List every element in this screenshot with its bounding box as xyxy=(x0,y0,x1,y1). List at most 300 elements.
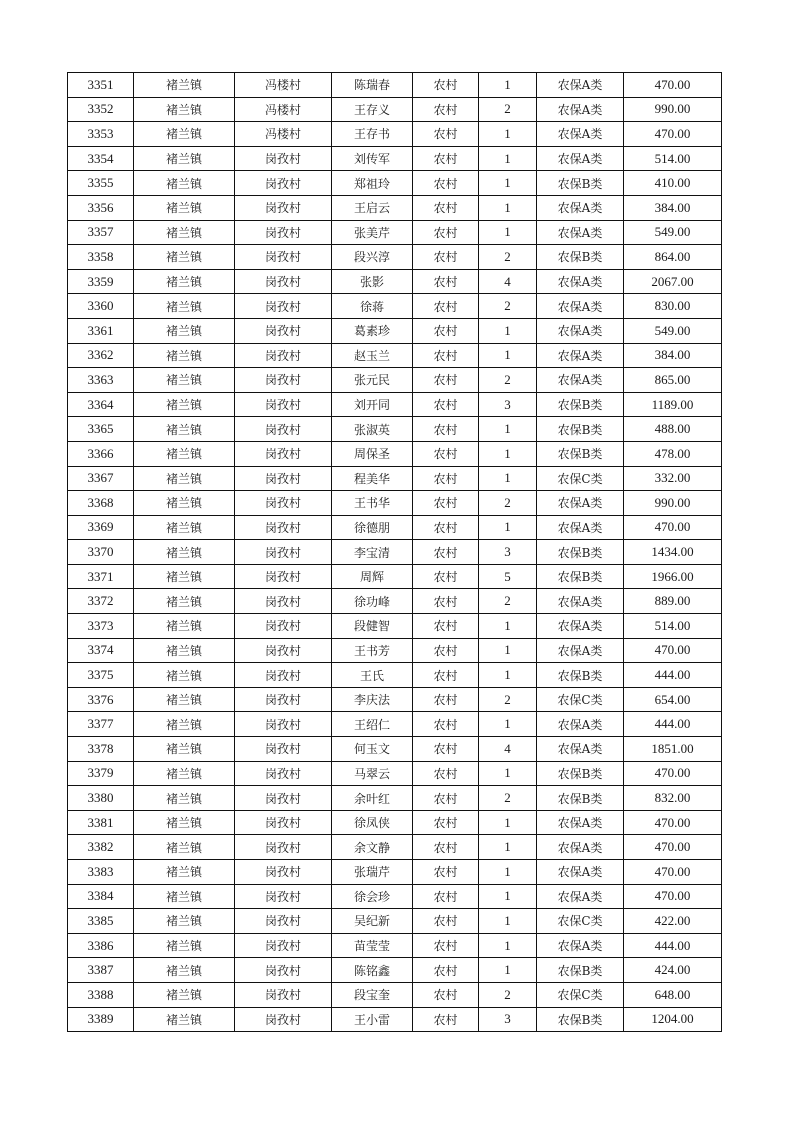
village-cell: 岗孜村 xyxy=(235,712,332,737)
area-type-cell: 农村 xyxy=(413,860,479,885)
amount-cell: 470.00 xyxy=(624,835,722,860)
row-number-cell: 3388 xyxy=(68,982,134,1007)
area-type-cell: 农村 xyxy=(413,687,479,712)
amount-cell: 444.00 xyxy=(624,663,722,688)
village-cell: 岗孜村 xyxy=(235,220,332,245)
township-cell: 褚兰镇 xyxy=(134,122,235,147)
insurance-category-cell: 农保A类 xyxy=(537,860,624,885)
area-type-cell: 农村 xyxy=(413,835,479,860)
village-cell: 岗孜村 xyxy=(235,614,332,639)
amount-cell: 549.00 xyxy=(624,220,722,245)
village-cell: 岗孜村 xyxy=(235,737,332,762)
insurance-category-cell: 农保B类 xyxy=(537,564,624,589)
insurance-category-cell: 农保B类 xyxy=(537,761,624,786)
row-number-cell: 3383 xyxy=(68,860,134,885)
village-cell: 岗孜村 xyxy=(235,245,332,270)
table-row xyxy=(68,146,722,171)
household-count-cell: 2 xyxy=(479,368,537,393)
township-cell: 褚兰镇 xyxy=(134,1007,235,1032)
amount-cell: 865.00 xyxy=(624,368,722,393)
table-row xyxy=(68,564,722,589)
row-number-cell: 3361 xyxy=(68,318,134,343)
insurance-category-cell: 农保A类 xyxy=(537,737,624,762)
township-cell: 褚兰镇 xyxy=(134,687,235,712)
table-row xyxy=(68,761,722,786)
insurance-category-cell: 农保B类 xyxy=(537,1007,624,1032)
row-number-cell: 3375 xyxy=(68,663,134,688)
amount-cell: 1434.00 xyxy=(624,540,722,565)
row-number-cell: 3384 xyxy=(68,884,134,909)
amount-cell: 332.00 xyxy=(624,466,722,491)
name-cell: 段健智 xyxy=(332,614,413,639)
row-number-cell: 3377 xyxy=(68,712,134,737)
row-number-cell: 3380 xyxy=(68,786,134,811)
township-cell: 褚兰镇 xyxy=(134,810,235,835)
household-count-cell: 1 xyxy=(479,909,537,934)
household-count-cell: 1 xyxy=(479,466,537,491)
name-cell: 徐会珍 xyxy=(332,884,413,909)
row-number-cell: 3356 xyxy=(68,195,134,220)
name-cell: 王存书 xyxy=(332,122,413,147)
insurance-category-cell: 农保A类 xyxy=(537,122,624,147)
table-row xyxy=(68,663,722,688)
row-number-cell: 3352 xyxy=(68,97,134,122)
name-cell: 刘传军 xyxy=(332,146,413,171)
insurance-category-cell: 农保A类 xyxy=(537,146,624,171)
amount-cell: 478.00 xyxy=(624,441,722,466)
insurance-category-cell: 农保C类 xyxy=(537,466,624,491)
household-count-cell: 1 xyxy=(479,515,537,540)
name-cell: 赵玉兰 xyxy=(332,343,413,368)
row-number-cell: 3378 xyxy=(68,737,134,762)
village-cell: 冯楼村 xyxy=(235,73,332,98)
amount-cell: 889.00 xyxy=(624,589,722,614)
village-cell: 岗孜村 xyxy=(235,835,332,860)
household-count-cell: 3 xyxy=(479,392,537,417)
row-number-cell: 3381 xyxy=(68,810,134,835)
insurance-category-cell: 农保A类 xyxy=(537,884,624,909)
area-type-cell: 农村 xyxy=(413,491,479,516)
area-type-cell: 农村 xyxy=(413,540,479,565)
insurance-category-cell: 农保A类 xyxy=(537,73,624,98)
area-type-cell: 农村 xyxy=(413,122,479,147)
village-cell: 岗孜村 xyxy=(235,171,332,196)
insurance-category-cell: 农保B类 xyxy=(537,417,624,442)
amount-cell: 654.00 xyxy=(624,687,722,712)
insurance-category-cell: 农保A类 xyxy=(537,343,624,368)
township-cell: 褚兰镇 xyxy=(134,343,235,368)
name-cell: 徐凤侠 xyxy=(332,810,413,835)
table-body xyxy=(68,73,722,1032)
insurance-category-cell: 农保A类 xyxy=(537,491,624,516)
row-number-cell: 3365 xyxy=(68,417,134,442)
name-cell: 张美芹 xyxy=(332,220,413,245)
township-cell: 褚兰镇 xyxy=(134,884,235,909)
village-cell: 岗孜村 xyxy=(235,958,332,983)
table-row xyxy=(68,466,722,491)
table-row xyxy=(68,638,722,663)
name-cell: 周辉 xyxy=(332,564,413,589)
township-cell: 褚兰镇 xyxy=(134,761,235,786)
village-cell: 岗孜村 xyxy=(235,515,332,540)
insurance-category-cell: 农保A类 xyxy=(537,97,624,122)
name-cell: 张影 xyxy=(332,269,413,294)
row-number-cell: 3387 xyxy=(68,958,134,983)
village-cell: 岗孜村 xyxy=(235,1007,332,1032)
table-row xyxy=(68,171,722,196)
area-type-cell: 农村 xyxy=(413,737,479,762)
amount-cell: 832.00 xyxy=(624,786,722,811)
insurance-category-cell: 农保B类 xyxy=(537,540,624,565)
village-cell: 岗孜村 xyxy=(235,860,332,885)
household-count-cell: 1 xyxy=(479,761,537,786)
name-cell: 徐蒋 xyxy=(332,294,413,319)
row-number-cell: 3363 xyxy=(68,368,134,393)
row-number-cell: 3368 xyxy=(68,491,134,516)
household-count-cell: 3 xyxy=(479,540,537,565)
table-row xyxy=(68,909,722,934)
name-cell: 葛素珍 xyxy=(332,318,413,343)
township-cell: 褚兰镇 xyxy=(134,491,235,516)
village-cell: 岗孜村 xyxy=(235,810,332,835)
township-cell: 褚兰镇 xyxy=(134,73,235,98)
row-number-cell: 3385 xyxy=(68,909,134,934)
household-count-cell: 1 xyxy=(479,712,537,737)
name-cell: 张元民 xyxy=(332,368,413,393)
township-cell: 褚兰镇 xyxy=(134,564,235,589)
village-cell: 岗孜村 xyxy=(235,884,332,909)
table-row xyxy=(68,515,722,540)
area-type-cell: 农村 xyxy=(413,245,479,270)
amount-cell: 1204.00 xyxy=(624,1007,722,1032)
table-row xyxy=(68,368,722,393)
amount-cell: 1851.00 xyxy=(624,737,722,762)
name-cell: 王存义 xyxy=(332,97,413,122)
area-type-cell: 农村 xyxy=(413,73,479,98)
township-cell: 褚兰镇 xyxy=(134,318,235,343)
insurance-category-cell: 农保A类 xyxy=(537,835,624,860)
name-cell: 王绍仁 xyxy=(332,712,413,737)
table-row xyxy=(68,97,722,122)
name-cell: 段兴淳 xyxy=(332,245,413,270)
amount-cell: 384.00 xyxy=(624,343,722,368)
amount-cell: 514.00 xyxy=(624,614,722,639)
row-number-cell: 3369 xyxy=(68,515,134,540)
household-count-cell: 1 xyxy=(479,835,537,860)
row-number-cell: 3370 xyxy=(68,540,134,565)
household-count-cell: 1 xyxy=(479,343,537,368)
household-count-cell: 4 xyxy=(479,269,537,294)
township-cell: 褚兰镇 xyxy=(134,638,235,663)
area-type-cell: 农村 xyxy=(413,712,479,737)
township-cell: 褚兰镇 xyxy=(134,368,235,393)
village-cell: 岗孜村 xyxy=(235,663,332,688)
insurance-category-cell: 农保A类 xyxy=(537,294,624,319)
household-count-cell: 2 xyxy=(479,786,537,811)
table-row xyxy=(68,540,722,565)
village-cell: 岗孜村 xyxy=(235,146,332,171)
name-cell: 李庆法 xyxy=(332,687,413,712)
table-row xyxy=(68,687,722,712)
township-cell: 褚兰镇 xyxy=(134,982,235,1007)
area-type-cell: 农村 xyxy=(413,417,479,442)
village-cell: 岗孜村 xyxy=(235,195,332,220)
village-cell: 岗孜村 xyxy=(235,318,332,343)
village-cell: 岗孜村 xyxy=(235,909,332,934)
table-row xyxy=(68,392,722,417)
insurance-category-cell: 农保A类 xyxy=(537,220,624,245)
insurance-category-cell: 农保B类 xyxy=(537,245,624,270)
area-type-cell: 农村 xyxy=(413,909,479,934)
area-type-cell: 农村 xyxy=(413,614,479,639)
village-cell: 冯楼村 xyxy=(235,97,332,122)
village-cell: 岗孜村 xyxy=(235,982,332,1007)
insurance-category-cell: 农保A类 xyxy=(537,638,624,663)
household-count-cell: 1 xyxy=(479,884,537,909)
table-row xyxy=(68,245,722,270)
name-cell: 余叶红 xyxy=(332,786,413,811)
name-cell: 王小雷 xyxy=(332,1007,413,1032)
township-cell: 褚兰镇 xyxy=(134,614,235,639)
township-cell: 褚兰镇 xyxy=(134,269,235,294)
amount-cell: 470.00 xyxy=(624,73,722,98)
insurance-category-cell: 农保B类 xyxy=(537,663,624,688)
row-number-cell: 3355 xyxy=(68,171,134,196)
village-cell: 岗孜村 xyxy=(235,441,332,466)
household-count-cell: 1 xyxy=(479,441,537,466)
area-type-cell: 农村 xyxy=(413,97,479,122)
insurance-category-cell: 农保A类 xyxy=(537,368,624,393)
village-cell: 岗孜村 xyxy=(235,638,332,663)
amount-cell: 470.00 xyxy=(624,810,722,835)
row-number-cell: 3354 xyxy=(68,146,134,171)
name-cell: 马翠云 xyxy=(332,761,413,786)
table-row xyxy=(68,195,722,220)
township-cell: 褚兰镇 xyxy=(134,146,235,171)
amount-cell: 990.00 xyxy=(624,491,722,516)
household-count-cell: 1 xyxy=(479,73,537,98)
name-cell: 刘开同 xyxy=(332,392,413,417)
name-cell: 王启云 xyxy=(332,195,413,220)
village-cell: 岗孜村 xyxy=(235,761,332,786)
name-cell: 王氏 xyxy=(332,663,413,688)
amount-cell: 830.00 xyxy=(624,294,722,319)
table-row xyxy=(68,786,722,811)
table-row xyxy=(68,860,722,885)
name-cell: 王书华 xyxy=(332,491,413,516)
insurance-category-cell: 农保C类 xyxy=(537,982,624,1007)
area-type-cell: 农村 xyxy=(413,564,479,589)
table-row xyxy=(68,343,722,368)
township-cell: 褚兰镇 xyxy=(134,712,235,737)
township-cell: 褚兰镇 xyxy=(134,515,235,540)
table-row xyxy=(68,614,722,639)
household-count-cell: 2 xyxy=(479,97,537,122)
table-row xyxy=(68,589,722,614)
township-cell: 褚兰镇 xyxy=(134,466,235,491)
area-type-cell: 农村 xyxy=(413,318,479,343)
row-number-cell: 3376 xyxy=(68,687,134,712)
row-number-cell: 3373 xyxy=(68,614,134,639)
township-cell: 褚兰镇 xyxy=(134,220,235,245)
household-count-cell: 1 xyxy=(479,860,537,885)
household-count-cell: 2 xyxy=(479,589,537,614)
table-row xyxy=(68,269,722,294)
township-cell: 褚兰镇 xyxy=(134,97,235,122)
area-type-cell: 农村 xyxy=(413,343,479,368)
table-row xyxy=(68,810,722,835)
township-cell: 褚兰镇 xyxy=(134,294,235,319)
amount-cell: 864.00 xyxy=(624,245,722,270)
amount-cell: 384.00 xyxy=(624,195,722,220)
name-cell: 程美华 xyxy=(332,466,413,491)
insurance-category-cell: 农保A类 xyxy=(537,269,624,294)
amount-cell: 424.00 xyxy=(624,958,722,983)
township-cell: 褚兰镇 xyxy=(134,195,235,220)
village-cell: 岗孜村 xyxy=(235,417,332,442)
table-row xyxy=(68,933,722,958)
data-table xyxy=(67,72,722,1032)
table-row xyxy=(68,220,722,245)
area-type-cell: 农村 xyxy=(413,368,479,393)
amount-cell: 470.00 xyxy=(624,515,722,540)
table-row xyxy=(68,884,722,909)
township-cell: 褚兰镇 xyxy=(134,663,235,688)
township-cell: 褚兰镇 xyxy=(134,835,235,860)
township-cell: 褚兰镇 xyxy=(134,245,235,270)
row-number-cell: 3371 xyxy=(68,564,134,589)
row-number-cell: 3353 xyxy=(68,122,134,147)
area-type-cell: 农村 xyxy=(413,392,479,417)
amount-cell: 444.00 xyxy=(624,712,722,737)
insurance-category-cell: 农保B类 xyxy=(537,392,624,417)
row-number-cell: 3351 xyxy=(68,73,134,98)
household-count-cell: 5 xyxy=(479,564,537,589)
village-cell: 岗孜村 xyxy=(235,540,332,565)
row-number-cell: 3389 xyxy=(68,1007,134,1032)
amount-cell: 470.00 xyxy=(624,884,722,909)
village-cell: 岗孜村 xyxy=(235,269,332,294)
area-type-cell: 农村 xyxy=(413,220,479,245)
household-count-cell: 1 xyxy=(479,614,537,639)
area-type-cell: 农村 xyxy=(413,786,479,811)
township-cell: 褚兰镇 xyxy=(134,909,235,934)
area-type-cell: 农村 xyxy=(413,663,479,688)
table-row xyxy=(68,73,722,98)
township-cell: 褚兰镇 xyxy=(134,441,235,466)
area-type-cell: 农村 xyxy=(413,146,479,171)
township-cell: 褚兰镇 xyxy=(134,860,235,885)
village-cell: 岗孜村 xyxy=(235,687,332,712)
village-cell: 岗孜村 xyxy=(235,368,332,393)
area-type-cell: 农村 xyxy=(413,515,479,540)
insurance-category-cell: 农保A类 xyxy=(537,614,624,639)
name-cell: 余文静 xyxy=(332,835,413,860)
village-cell: 岗孜村 xyxy=(235,343,332,368)
area-type-cell: 农村 xyxy=(413,171,479,196)
amount-cell: 410.00 xyxy=(624,171,722,196)
insurance-category-cell: 农保C类 xyxy=(537,687,624,712)
amount-cell: 648.00 xyxy=(624,982,722,1007)
amount-cell: 1966.00 xyxy=(624,564,722,589)
amount-cell: 990.00 xyxy=(624,97,722,122)
household-count-cell: 1 xyxy=(479,958,537,983)
name-cell: 陈瑞春 xyxy=(332,73,413,98)
township-cell: 褚兰镇 xyxy=(134,392,235,417)
row-number-cell: 3382 xyxy=(68,835,134,860)
township-cell: 褚兰镇 xyxy=(134,171,235,196)
village-cell: 岗孜村 xyxy=(235,589,332,614)
township-cell: 褚兰镇 xyxy=(134,417,235,442)
area-type-cell: 农村 xyxy=(413,466,479,491)
insurance-category-cell: 农保B类 xyxy=(537,441,624,466)
name-cell: 徐德朋 xyxy=(332,515,413,540)
amount-cell: 2067.00 xyxy=(624,269,722,294)
village-cell: 岗孜村 xyxy=(235,491,332,516)
table-row xyxy=(68,294,722,319)
row-number-cell: 3367 xyxy=(68,466,134,491)
village-cell: 岗孜村 xyxy=(235,466,332,491)
amount-cell: 488.00 xyxy=(624,417,722,442)
table-row xyxy=(68,491,722,516)
area-type-cell: 农村 xyxy=(413,761,479,786)
township-cell: 褚兰镇 xyxy=(134,958,235,983)
insurance-category-cell: 农保A类 xyxy=(537,318,624,343)
area-type-cell: 农村 xyxy=(413,441,479,466)
table-row xyxy=(68,441,722,466)
amount-cell: 470.00 xyxy=(624,638,722,663)
insurance-category-cell: 农保A类 xyxy=(537,810,624,835)
row-number-cell: 3379 xyxy=(68,761,134,786)
household-count-cell: 2 xyxy=(479,245,537,270)
table-row xyxy=(68,982,722,1007)
household-count-cell: 1 xyxy=(479,171,537,196)
household-count-cell: 4 xyxy=(479,737,537,762)
household-count-cell: 1 xyxy=(479,417,537,442)
household-count-cell: 1 xyxy=(479,318,537,343)
insurance-category-cell: 农保B类 xyxy=(537,171,624,196)
row-number-cell: 3386 xyxy=(68,933,134,958)
insurance-category-cell: 农保C类 xyxy=(537,909,624,934)
insurance-category-cell: 农保A类 xyxy=(537,195,624,220)
household-count-cell: 1 xyxy=(479,933,537,958)
household-count-cell: 2 xyxy=(479,687,537,712)
amount-cell: 1189.00 xyxy=(624,392,722,417)
household-count-cell: 2 xyxy=(479,491,537,516)
township-cell: 褚兰镇 xyxy=(134,540,235,565)
area-type-cell: 农村 xyxy=(413,810,479,835)
household-count-cell: 1 xyxy=(479,195,537,220)
household-count-cell: 1 xyxy=(479,810,537,835)
row-number-cell: 3362 xyxy=(68,343,134,368)
row-number-cell: 3357 xyxy=(68,220,134,245)
insurance-category-cell: 农保A类 xyxy=(537,515,624,540)
table-row xyxy=(68,122,722,147)
row-number-cell: 3366 xyxy=(68,441,134,466)
insurance-category-cell: 农保A类 xyxy=(537,589,624,614)
table-row xyxy=(68,318,722,343)
insurance-category-cell: 农保A类 xyxy=(537,712,624,737)
name-cell: 苗莹莹 xyxy=(332,933,413,958)
household-count-cell: 3 xyxy=(479,1007,537,1032)
village-cell: 岗孜村 xyxy=(235,564,332,589)
insurance-category-cell: 农保A类 xyxy=(537,933,624,958)
area-type-cell: 农村 xyxy=(413,933,479,958)
table-row xyxy=(68,712,722,737)
name-cell: 张瑞芹 xyxy=(332,860,413,885)
table-row xyxy=(68,417,722,442)
area-type-cell: 农村 xyxy=(413,982,479,1007)
